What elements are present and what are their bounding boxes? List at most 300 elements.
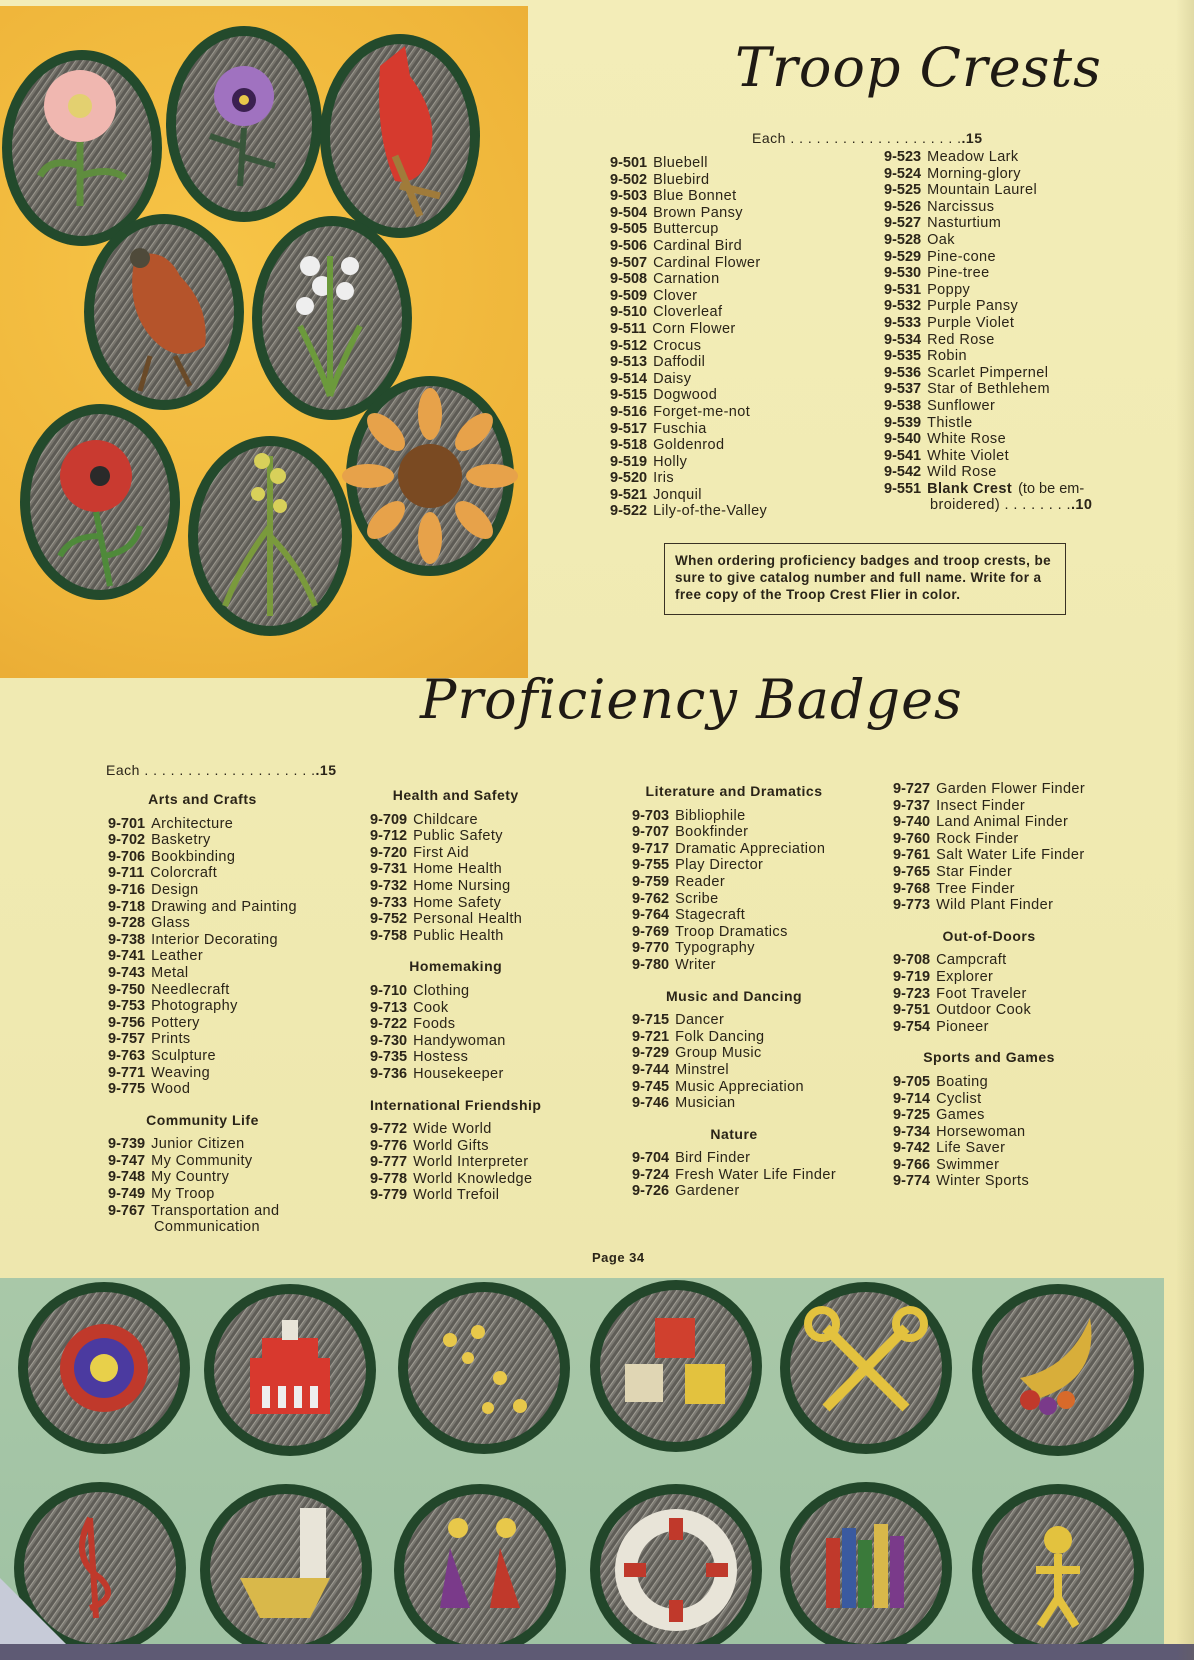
list-item: [370, 928, 541, 945]
item-name: Scarlet Pimpernel: [927, 364, 1049, 381]
catalog-number: 9-504: [610, 204, 648, 221]
item-name: Bookfinder: [675, 824, 749, 841]
item-name: Blue Bonnet: [653, 188, 737, 205]
catalog-number: 9-761: [893, 847, 931, 864]
catalog-number: 9-754: [893, 1018, 931, 1035]
item-name: Iris: [653, 470, 675, 487]
list-item: [370, 812, 541, 829]
item-name: Jonquil: [653, 486, 702, 503]
item-name: Mountain Laurel: [927, 182, 1038, 199]
list-item: [893, 1157, 1085, 1174]
item-name: Holly: [653, 453, 688, 470]
catalog-number: 9-744: [632, 1061, 670, 1078]
catalog-number: 9-764: [632, 907, 670, 924]
crest-goldenrod: [188, 436, 352, 636]
catalog-number: 9-780: [632, 956, 670, 973]
item-name: World Interpreter: [413, 1154, 529, 1171]
list-item: [370, 1121, 541, 1138]
item-name: Nasturtium: [927, 215, 1002, 232]
catalog-number: 9-537: [884, 381, 922, 398]
list-item: [610, 404, 767, 421]
catalog-number: 9-719: [893, 968, 931, 985]
list-item: [884, 282, 1092, 299]
catalog-number: 9-771: [108, 1064, 146, 1081]
catalog-number: 9-531: [884, 281, 922, 298]
list-item: [893, 969, 1085, 986]
crest-robin: [84, 214, 244, 410]
catalog-number: 9-722: [370, 1016, 408, 1033]
catalog-number: 9-746: [632, 1095, 670, 1112]
item-name: Wood: [151, 1081, 191, 1098]
catalog-number: 9-516: [610, 403, 648, 420]
item-name: Pine-tree: [927, 265, 990, 282]
catalog-number: 9-751: [893, 1002, 931, 1019]
item-name: Bluebird: [653, 171, 710, 188]
item-name: Lily-of-the-Valley: [653, 503, 768, 520]
catalog-number: 9-778: [370, 1170, 408, 1187]
catalog-number: 9-522: [610, 503, 648, 520]
item-name: Cook: [413, 999, 449, 1016]
list-item: [610, 238, 767, 255]
each-label: Each: [752, 130, 786, 146]
list-item: [884, 232, 1092, 249]
catalog-number: 9-711: [108, 865, 145, 882]
catalog-number: 9-502: [610, 171, 648, 188]
list-item: [884, 431, 1092, 448]
list-item: [610, 172, 767, 189]
list-item-continuation: [884, 497, 1092, 514]
section-heading: Health and Safety: [392, 787, 519, 803]
item-name: Insect Finder: [936, 797, 1026, 814]
item-name: Brown Pansy: [653, 204, 743, 221]
catalog-number: 9-727: [893, 781, 931, 797]
list-item: [632, 1012, 836, 1029]
list-item: [610, 470, 767, 487]
catalog-number: 9-518: [610, 437, 648, 454]
list-item: [632, 808, 836, 825]
catalog-number: 9-716: [108, 881, 146, 898]
catalog-number: 9-739: [108, 1136, 146, 1153]
catalog-number: 9-510: [610, 304, 648, 321]
list-item: [610, 487, 767, 504]
item-name: Bluebell: [653, 155, 708, 171]
catalog-number: 9-770: [632, 940, 670, 957]
page-number: Page 34: [592, 1250, 645, 1265]
catalog-number: 9-527: [884, 215, 922, 232]
item-name: Handywoman: [413, 1032, 506, 1049]
list-item: [108, 1186, 297, 1203]
item-name: Typography: [675, 940, 755, 957]
list-item: [370, 895, 541, 912]
catalog-number: 9-720: [370, 844, 408, 861]
item-name: Blank Crest: [927, 480, 1013, 497]
item-name: Home Nursing: [413, 877, 511, 894]
catalog-number: 9-705: [893, 1073, 931, 1090]
catalog-number: 9-714: [893, 1090, 931, 1107]
list-item: [370, 861, 541, 878]
section-heading: Out-of-Doors: [942, 927, 1036, 944]
crest-pink-flower: [2, 50, 162, 246]
list-item: [884, 149, 1092, 166]
list-item: [893, 881, 1085, 898]
item-name: Glass: [151, 915, 191, 932]
catalog-number: 9-724: [632, 1166, 670, 1183]
item-name: Red Rose: [927, 331, 995, 348]
item-name: Oak: [927, 231, 955, 248]
list-item: [610, 155, 767, 172]
item-name: Housekeeper: [413, 1065, 504, 1082]
troop-crests-each-line: [752, 130, 982, 146]
list-item: [893, 1091, 1085, 1108]
catalog-number: 9-712: [370, 828, 408, 845]
catalog-number: 9-759: [632, 873, 670, 890]
catalog-number: 9-529: [884, 248, 922, 265]
item-name: Troop Dramatics: [675, 923, 788, 940]
list-item: [893, 1074, 1085, 1091]
catalog-number: 9-740: [893, 814, 931, 831]
item-name: Wild Rose: [927, 464, 997, 481]
item-name: Purple Violet: [927, 314, 1015, 331]
catalog-number: 9-509: [610, 287, 648, 304]
item-name: Morning-glory: [927, 165, 1021, 182]
list-item: [610, 188, 767, 205]
catalog-number: 9-519: [610, 453, 648, 470]
item-name: My Country: [151, 1169, 230, 1186]
catalog-number: 9-776: [370, 1137, 408, 1154]
catalog-number: 9-749: [108, 1186, 146, 1203]
item-price: .10: [1070, 497, 1093, 514]
catalog-number: 9-769: [632, 923, 670, 940]
item-name: Metal: [151, 964, 189, 981]
item-name: Group Music: [675, 1045, 762, 1062]
catalog-number: 9-762: [632, 890, 670, 907]
list-item: [884, 332, 1092, 349]
each-dots: . . . . . . . . . . . . . . . . . . . .: [144, 762, 316, 778]
catalog-number: 9-511: [610, 320, 647, 337]
each-price: .15: [961, 130, 983, 146]
catalog-number: 9-523: [884, 149, 922, 165]
item-name: Daisy: [653, 370, 692, 387]
item-name: Forget-me-not: [653, 403, 751, 420]
catalog-number: 9-766: [893, 1156, 931, 1173]
list-item: [884, 415, 1092, 432]
catalog-number: 9-512: [610, 337, 648, 354]
list-item: [610, 221, 767, 238]
list-item: [370, 878, 541, 895]
catalog-number: 9-534: [884, 331, 922, 348]
item-name: Buttercup: [653, 221, 719, 238]
item-name: Sunflower: [927, 397, 996, 414]
catalog-number: 9-745: [632, 1078, 670, 1095]
catalog-number: 9-725: [893, 1107, 931, 1124]
catalog-number: 9-723: [893, 985, 931, 1002]
catalog-number: 9-777: [370, 1154, 408, 1171]
list-item: [370, 983, 541, 1000]
catalog-number: 9-530: [884, 265, 922, 282]
list-item: [632, 907, 836, 924]
catalog-number: 9-514: [610, 370, 648, 387]
item-name: Interior Decorating: [151, 931, 278, 948]
item-name: Cyclist: [936, 1090, 982, 1107]
section-heading: Music and Dancing: [665, 987, 803, 1004]
catalog-number: 9-773: [893, 897, 931, 914]
catalog-number: 9-528: [884, 231, 922, 248]
list-item: [893, 1124, 1085, 1141]
catalog-number: 9-526: [884, 198, 922, 215]
item-name: Gardener: [675, 1183, 740, 1200]
item-name: Goldenrod: [653, 437, 725, 454]
list-item: [370, 911, 541, 928]
list-item: [370, 1000, 541, 1017]
item-name: Land Animal Finder: [936, 814, 1069, 831]
catalog-number: 9-752: [370, 911, 408, 928]
catalog-number: 9-753: [108, 998, 146, 1015]
badge-abc-blocks: [590, 1280, 762, 1452]
item-name: Purple Pansy: [927, 298, 1019, 315]
item-name: Wild Plant Finder: [936, 897, 1054, 914]
list-item: [632, 1062, 836, 1079]
list-item: [108, 1169, 297, 1186]
badge-figure: [972, 1484, 1144, 1648]
catalog-number: 9-726: [632, 1183, 670, 1200]
proficiency-badges-photo: [0, 1278, 1164, 1648]
item-name: White Violet: [927, 447, 1009, 464]
list-item: [884, 481, 1092, 498]
section-heading: Homemaking: [409, 958, 503, 975]
list-item: [610, 321, 767, 338]
item-name: Salt Water Life Finder: [936, 847, 1085, 864]
item-name: Outdoor Cook: [936, 1002, 1032, 1019]
catalog-number: 9-775: [108, 1081, 146, 1098]
list-item: [884, 315, 1092, 332]
catalog-number: 9-742: [893, 1140, 931, 1157]
item-name: Junior Citizen: [151, 1136, 245, 1153]
item-name: Transportation and: [151, 1202, 280, 1219]
item-name: Clover: [653, 287, 698, 304]
catalog-number: 9-741: [108, 948, 146, 965]
catalog-number: 9-757: [108, 1031, 146, 1048]
item-name: Boating: [936, 1073, 989, 1090]
list-item: [108, 865, 297, 882]
item-name: Narcissus: [927, 198, 995, 215]
item-name: Stagecraft: [675, 907, 746, 924]
catalog-number: 9-774: [893, 1173, 931, 1190]
troop-crests-title: Troop Crests: [735, 36, 1102, 99]
badge-mortar-pestle: [200, 1484, 372, 1648]
badge-stars: [398, 1282, 570, 1454]
item-name: Writer: [675, 956, 716, 973]
list-item: [632, 1029, 836, 1046]
list-item: [370, 1171, 541, 1188]
catalog-number: 9-520: [610, 470, 648, 487]
catalog-number: 9-731: [370, 861, 408, 878]
list-item: [108, 1015, 297, 1032]
list-item: [108, 1048, 297, 1065]
each-price: .15: [315, 762, 337, 778]
badge-life-ring: [590, 1484, 762, 1648]
list-item: [632, 1183, 836, 1200]
list-item: [632, 1167, 836, 1184]
item-name: Hostess: [413, 1049, 469, 1066]
page-edge-shadow: [1176, 0, 1194, 1660]
item-name: Wide World: [413, 1121, 492, 1138]
item-note: (to be em-: [1018, 480, 1085, 497]
item-name: Meadow Lark: [927, 149, 1019, 165]
item-name: Home Safety: [413, 894, 502, 911]
list-item: [884, 182, 1092, 199]
list-item: [632, 841, 836, 858]
catalog-number: 9-515: [610, 387, 648, 404]
item-name: Life Saver: [936, 1140, 1006, 1157]
badge-dancers: [394, 1484, 566, 1648]
item-name: Daffodil: [653, 354, 706, 371]
catalog-number: 9-772: [370, 1121, 408, 1138]
catalog-number: 9-763: [108, 1047, 146, 1064]
item-name: Needlecraft: [151, 981, 230, 998]
item-name: Pine-cone: [927, 248, 996, 265]
item-name: Robin: [927, 348, 967, 365]
list-item: [893, 831, 1085, 848]
item-name: Sculpture: [151, 1047, 216, 1064]
list-item: [108, 1065, 297, 1082]
list-item: [893, 781, 1085, 798]
list-item: [108, 899, 297, 916]
item-name: Basketry: [151, 832, 211, 849]
catalog-number: 9-532: [884, 298, 922, 315]
catalog-number: 9-525: [884, 182, 922, 199]
list-item: [632, 957, 836, 974]
list-item: [610, 387, 767, 404]
section-heading: Arts and Crafts: [148, 791, 257, 807]
item-name: Folk Dancing: [675, 1028, 765, 1045]
item-name: Thistle: [927, 414, 973, 431]
list-item: [108, 915, 297, 932]
item-name: Weaving: [151, 1064, 211, 1081]
catalog-number: 9-758: [370, 927, 408, 944]
troop-crests-list-left: [610, 155, 767, 520]
catalog-number: 9-704: [632, 1150, 670, 1167]
list-item: [610, 354, 767, 371]
catalog-number: 9-717: [632, 840, 670, 857]
catalog-number: 9-524: [884, 165, 922, 182]
item-name: Fuschia: [653, 420, 707, 437]
list-item: [108, 998, 297, 1015]
list-item: [370, 828, 541, 845]
catalog-number: 9-551: [884, 480, 922, 497]
list-item: [370, 1049, 541, 1066]
list-item: [632, 940, 836, 957]
item-name: Childcare: [413, 811, 478, 828]
item-name: Cardinal Flower: [653, 254, 761, 271]
item-name: Garden Flower Finder: [936, 781, 1086, 797]
item-name: My Troop: [151, 1186, 215, 1203]
list-item: [108, 1153, 297, 1170]
price-dots: . . . . . . . .: [1000, 497, 1071, 514]
item-name: Clothing: [413, 982, 470, 999]
list-item: [632, 857, 836, 874]
list-item: [632, 924, 836, 941]
item-name: Cardinal Bird: [653, 237, 743, 254]
list-item: [610, 437, 767, 454]
list-item: [610, 503, 767, 520]
item-name: Cloverleaf: [653, 304, 723, 321]
catalog-number: 9-521: [610, 486, 648, 503]
badge-crossed-keys: [780, 1282, 952, 1454]
section-heading: Nature: [710, 1125, 758, 1142]
catalog-number: 9-747: [108, 1152, 146, 1169]
each-label: Each: [106, 762, 140, 778]
catalog-number: 9-737: [893, 797, 931, 814]
list-item: [108, 1136, 297, 1153]
item-name: Swimmer: [936, 1156, 1000, 1173]
badge-building: [204, 1284, 376, 1456]
item-name: Campcraft: [936, 952, 1007, 969]
each-dots: . . . . . . . . . . . . . . . . . . . .: [790, 130, 962, 146]
item-name: Music Appreciation: [675, 1078, 804, 1095]
item-name: Colorcraft: [150, 865, 218, 882]
item-name: Drawing and Painting: [151, 898, 297, 915]
catalog-number: 9-743: [108, 964, 146, 981]
catalog-number: 9-733: [370, 894, 408, 911]
list-item: [108, 948, 297, 965]
badges-column-4: [893, 781, 1085, 1190]
section-heading: International Friendship: [370, 1096, 542, 1113]
crest-red-poppy: [20, 404, 180, 600]
catalog-number: 9-730: [370, 1032, 408, 1049]
list-item: [108, 1031, 297, 1048]
item-name: World Gifts: [413, 1137, 489, 1154]
catalog-number: 9-503: [610, 188, 648, 205]
troop-crests-list-right: [884, 149, 1092, 514]
item-name: Corn Flower: [652, 320, 736, 337]
item-name: Reader: [675, 873, 726, 890]
catalog-number: 9-517: [610, 420, 648, 437]
list-item: [884, 265, 1092, 282]
list-item: [108, 965, 297, 982]
item-name: Pioneer: [936, 1018, 989, 1035]
item-name: Dramatic Appreciation: [675, 840, 826, 857]
list-item: [884, 448, 1092, 465]
badge-books: [780, 1482, 952, 1648]
badge-cornucopia: [972, 1284, 1144, 1456]
list-item: [893, 1107, 1085, 1124]
catalog-number: 9-709: [370, 811, 408, 828]
list-item: [610, 304, 767, 321]
catalog-number: 9-540: [884, 431, 922, 448]
troop-crests-photo: [0, 6, 528, 678]
badges-column-3: [632, 783, 836, 1200]
section-heading: Literature and Dramatics: [645, 783, 823, 799]
catalog-number: 9-542: [884, 464, 922, 481]
item-name: Minstrel: [675, 1061, 730, 1078]
item-name: Dancer: [675, 1012, 725, 1029]
list-item: [632, 874, 836, 891]
catalog-number: 9-539: [884, 414, 922, 431]
catalog-number: 9-536: [884, 364, 922, 381]
item-name: Personal Health: [413, 911, 523, 928]
list-item: [370, 1154, 541, 1171]
ordering-notice: When ordering proficiency badges and troop crests, be sure to give catalog number and full name. Write for a free copy of the Troop Crest Flier in color.: [664, 543, 1066, 615]
item-name: Pottery: [151, 1014, 200, 1031]
list-item: [893, 986, 1085, 1003]
list-item: [893, 814, 1085, 831]
catalog-number: 9-501: [610, 155, 648, 171]
list-item: [108, 882, 297, 899]
catalog-number: 9-505: [610, 221, 648, 238]
catalog-number: 9-506: [610, 237, 648, 254]
item-name: White Rose: [927, 431, 1007, 448]
catalog-number: 9-721: [632, 1028, 670, 1045]
